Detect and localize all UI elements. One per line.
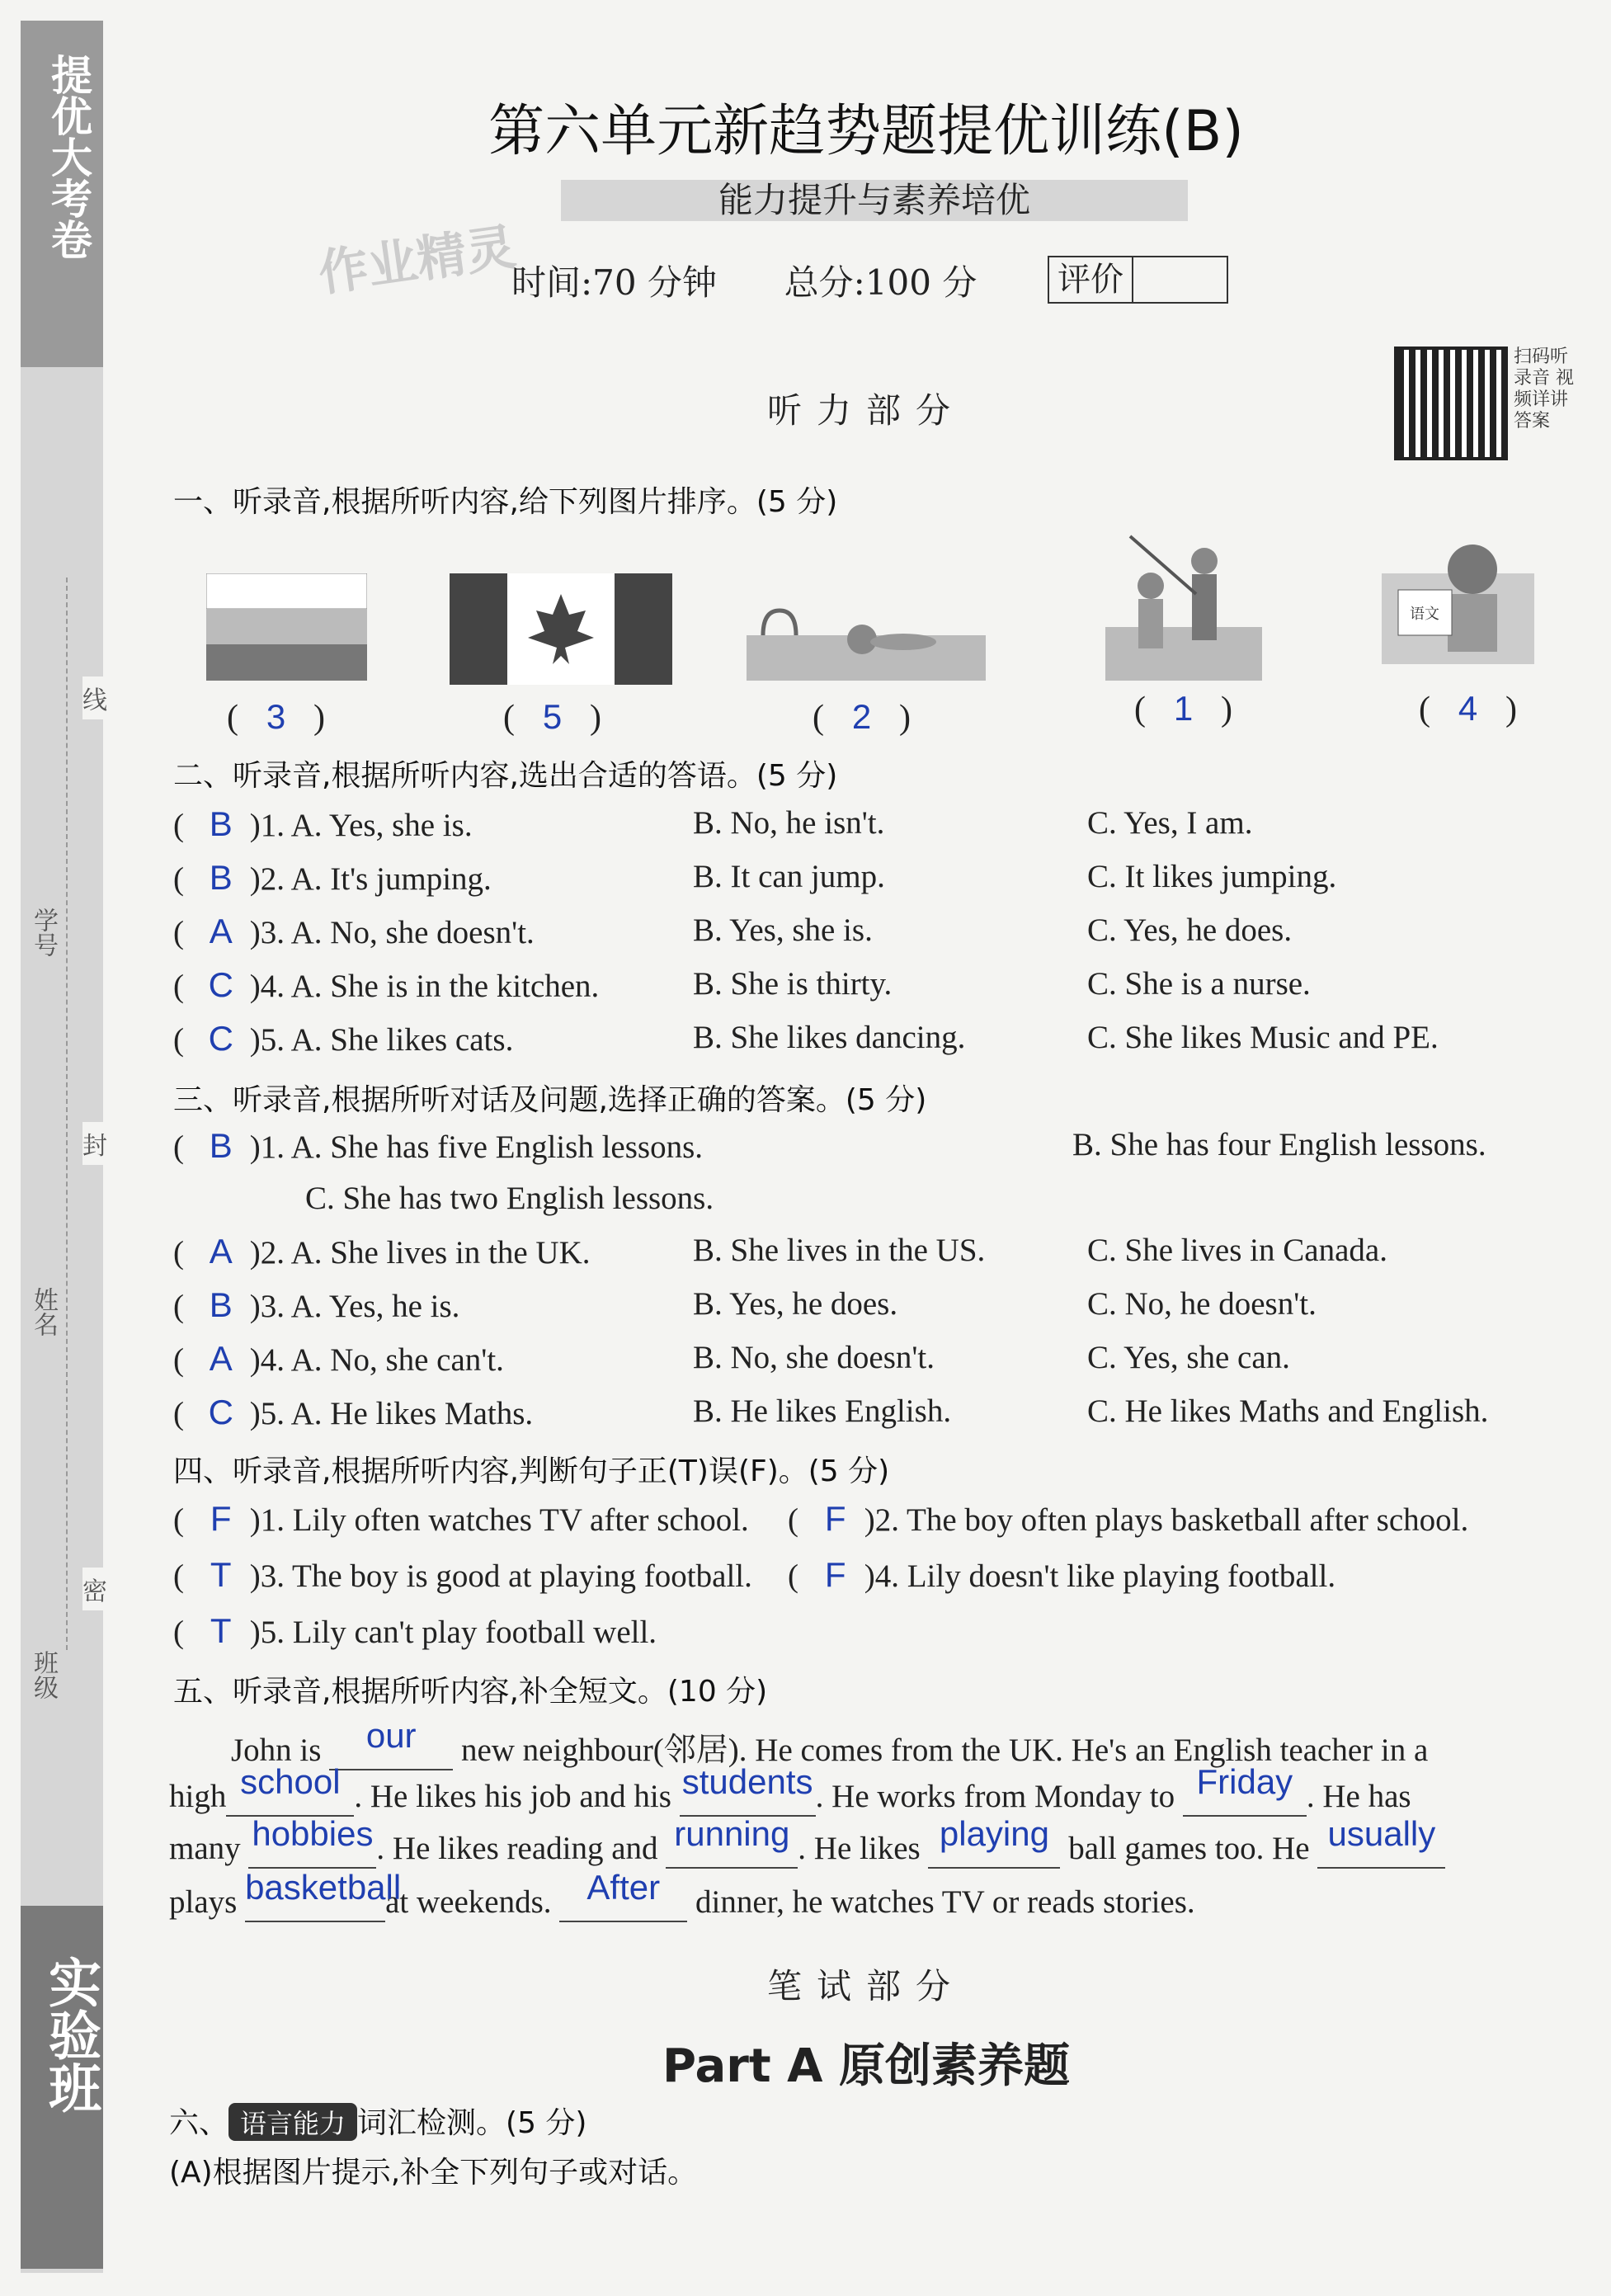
option-c: C. Yes, I am. [1087, 805, 1253, 841]
swimming-image [747, 602, 986, 685]
question-row: ( B )1. A. Yes, she is. [173, 804, 473, 843]
blank-2[interactable] [226, 1762, 354, 1817]
passage-text: many [169, 1831, 241, 1866]
q3-row-1: ( B )1. A. She has five English lessons. [173, 1126, 703, 1165]
option-b: B. Yes, he does. [693, 1286, 898, 1322]
fishing-image [1105, 528, 1262, 685]
option-a: A. He likes Maths. [290, 1396, 534, 1431]
written-section-title: 笔试部分 [766, 1966, 965, 2006]
blank-answer: usually [1327, 1814, 1436, 1853]
option-a: A. She likes cats. [290, 1022, 514, 1058]
option-c: C. Yes, he does. [1087, 912, 1293, 948]
question-number: )5. [249, 1396, 285, 1431]
question-number: )4. [249, 969, 285, 1004]
q4-item-5: ( T )5. Lily can't play football well. [173, 1611, 657, 1650]
q1-answer-5: ( 4 ) [1419, 689, 1517, 728]
q2-heading: 二、听录音,根据所听内容,选出合适的答语。(5 分) [173, 759, 838, 793]
option-b: B. She is thirty. [693, 966, 893, 1002]
passage-text: John is [231, 1733, 322, 1768]
passage-line-3 [169, 1814, 1445, 1869]
spine-top-text: 提优大考卷 [45, 54, 92, 260]
question-row: ( A )2. A. She lives in the UK. [173, 1232, 591, 1271]
q4-heading: 四、听录音,根据所听内容,判断句子正(T)误(F)。(5 分) [173, 1454, 890, 1488]
option-a: A. Yes, he is. [290, 1289, 460, 1324]
option-a: A. Yes, she is. [290, 808, 473, 843]
passage-line-4 [169, 1868, 1195, 1922]
tf-answer: T [210, 1611, 232, 1650]
q6-heading [169, 2100, 586, 2142]
q6-number: 六、 [169, 2106, 229, 2140]
answer-choice: A [209, 1339, 233, 1378]
q1-heading: 一、听录音,根据所听内容,给下列图片排序。(5 分) [173, 485, 838, 519]
option-b: B. She lives in the US. [693, 1233, 986, 1268]
part-a-title: Part A 原创素养题 [662, 2039, 1071, 2093]
option-c: C. She likes Music and PE. [1087, 1020, 1439, 1055]
q1-answer-value: 4 [1458, 689, 1478, 728]
tf-statement: )4. Lily doesn't like playing football. [864, 1558, 1336, 1594]
passage-text: . He likes his job and his [354, 1779, 671, 1814]
q1-answer-4: ( 1 ) [1134, 689, 1232, 728]
blank-7[interactable] [928, 1814, 1060, 1869]
cut-label-close: 密 [82, 1568, 107, 1610]
option-c: C. No, he doesn't. [1087, 1286, 1317, 1322]
question-row: ( C )4. A. She is in the kitchen. [173, 965, 600, 1004]
question-number: )2. [249, 1235, 285, 1271]
q1-answer-1: ( 3 ) [227, 697, 325, 737]
passage-text: ball games too. He [1068, 1831, 1310, 1866]
question-number: )1. [249, 808, 285, 843]
field-name: 姓名 [29, 1287, 58, 1337]
tf-statement: )1. Lily often watches TV after school. [249, 1502, 749, 1538]
passage-text: at weekends. [385, 1884, 552, 1920]
blank-8[interactable] [1317, 1814, 1445, 1869]
blank-3[interactable] [680, 1762, 816, 1817]
flag-uk-russia-image [206, 573, 367, 685]
option-c: C. She is a nurse. [1087, 966, 1311, 1002]
question-number: )5. [249, 1022, 285, 1058]
qr-caption: 扫码听录音 视频详讲答案 [1514, 347, 1574, 431]
option-a: A. It's jumping. [290, 861, 492, 897]
q1-answer-value: 5 [542, 697, 563, 736]
answer-choice: B [209, 1126, 233, 1165]
question-number: )2. [249, 861, 285, 897]
passage-text: plays [169, 1884, 238, 1920]
option-a: A. She has five English lessons. [290, 1129, 703, 1165]
passage-text: . He works from Monday to [815, 1779, 1175, 1814]
cut-label-line: 线 [82, 677, 107, 719]
q1-answer-value: 3 [266, 697, 286, 736]
passage-text: dinner, he watches TV or reads stories. [695, 1884, 1195, 1920]
evaluation-label: 评价 [1049, 257, 1133, 302]
q4-item-4: ( F )4. Lily doesn't like playing football. [788, 1555, 1336, 1594]
flag-canada-image [450, 573, 672, 689]
evaluation-box[interactable] [1048, 256, 1228, 304]
answer-choice: C [208, 1393, 233, 1431]
passage-text: new neighbour(邻居). He comes from the UK. He's an English teacher in a [460, 1733, 1429, 1768]
page-subtitle: 能力提升与素养培优 [561, 180, 1188, 221]
q4-item-1: ( F )1. Lily often watches TV after school. [173, 1499, 749, 1538]
blank-10[interactable] [559, 1868, 687, 1922]
question-row: ( A )4. A. No, she can't. [173, 1339, 504, 1378]
q6-tag: 语言能力 [228, 2103, 357, 2141]
blank-4[interactable] [1183, 1762, 1307, 1817]
question-number: )3. [249, 1289, 285, 1324]
q1-answer-value: 1 [1173, 689, 1194, 728]
blank-1[interactable] [329, 1716, 453, 1770]
answer-choice: A [209, 1232, 233, 1271]
reading-chinese-image [1382, 540, 1534, 668]
option-b: B. She has four English lessons. [1072, 1127, 1486, 1162]
spine-top-band [21, 21, 103, 367]
blank-answer: playing [939, 1814, 1049, 1853]
passage-text: high [169, 1779, 227, 1814]
q6-subheading: (A)根据图片提示,补全下列句子或对话。 [169, 2156, 698, 2190]
answer-choice: B [209, 1285, 233, 1324]
question-row: ( B )2. A. It's jumping. [173, 858, 492, 897]
tf-answer: F [210, 1499, 232, 1538]
listening-section-title: 听力部分 [766, 390, 965, 431]
tf-statement: )5. Lily can't play football well. [249, 1615, 657, 1650]
q3-heading: 三、听录音,根据所听对话及问题,选择正确的答案。(5 分) [173, 1083, 927, 1117]
q5-heading: 五、听录音,根据所听内容,补全短文。(10 分) [173, 1675, 768, 1709]
blank-answer: running [674, 1814, 790, 1853]
option-a: A. She lives in the UK. [290, 1235, 591, 1271]
score-text: 总分:100 分 [784, 262, 977, 303]
blank-answer: students [681, 1762, 813, 1801]
question-row: ( B )3. A. Yes, he is. [173, 1285, 460, 1324]
question-number: )1. [249, 1129, 285, 1165]
book-label: 语文 [1410, 606, 1439, 623]
answer-choice: B [209, 858, 233, 897]
option-b: B. No, he isn't. [693, 805, 885, 841]
time-text: 时间:70 分钟 [511, 262, 717, 303]
option-c: C. He likes Maths and English. [1087, 1393, 1489, 1429]
blank-answer: school [240, 1762, 341, 1801]
q1-answer-value: 2 [851, 697, 872, 736]
q4-item-3: ( T )3. The boy is good at playing football. [173, 1555, 752, 1594]
passage-line-2 [169, 1762, 1411, 1817]
blank-6[interactable] [666, 1814, 798, 1869]
tf-statement: )3. The boy is good at playing football. [249, 1558, 752, 1594]
q1-answer-2: ( 5 ) [503, 697, 601, 737]
tf-answer: F [824, 1499, 846, 1538]
answer-choice: A [209, 912, 233, 950]
option-b: B. Yes, she is. [693, 912, 873, 948]
page-title: 第六单元新趋势题提优训练(B) [488, 99, 1244, 164]
blank-answer: Friday [1196, 1762, 1293, 1801]
passage-text: . He has [1306, 1779, 1411, 1814]
binding-cut-line [66, 578, 68, 1650]
blank-answer: After [586, 1868, 661, 1907]
option-a: A. No, she doesn't. [290, 915, 535, 950]
question-row: ( C )5. A. He likes Maths. [173, 1393, 534, 1431]
option-a: A. She is in the kitchen. [290, 969, 600, 1004]
question-number: )3. [249, 915, 285, 950]
answer-choice: B [209, 804, 233, 843]
option-c: C. It likes jumping. [1087, 859, 1337, 894]
answer-choice: C [208, 965, 233, 1004]
option-a: A. No, she can't. [290, 1342, 504, 1378]
q1-answer-3: ( 2 ) [813, 697, 911, 737]
blank-answer: our [365, 1716, 417, 1755]
question-row: ( C )5. A. She likes cats. [173, 1019, 514, 1058]
option-c: C. She has two English lessons. [305, 1181, 714, 1216]
blank-5[interactable] [248, 1814, 376, 1869]
watermark: 作业精灵 [314, 218, 520, 304]
option-c: C. Yes, she can. [1087, 1340, 1290, 1375]
cut-label-seal: 封 [82, 1122, 107, 1165]
passage-text: . He likes [798, 1831, 921, 1866]
option-b: B. He likes English. [693, 1393, 952, 1429]
question-number: )4. [249, 1342, 285, 1378]
tf-statement: )2. The boy often plays basketball after school. [864, 1502, 1469, 1538]
question-row: ( A )3. A. No, she doesn't. [173, 912, 535, 950]
option-b: B. No, she doesn't. [693, 1340, 935, 1375]
q6-heading-text: 词汇检测。(5 分) [357, 2106, 587, 2140]
spine-bottom-text: 实验班 [40, 1955, 101, 2114]
blank-9[interactable] [245, 1868, 402, 1922]
blank-answer: basketball [245, 1868, 402, 1907]
option-c: C. She lives in Canada. [1087, 1233, 1387, 1268]
option-b: B. She likes dancing. [693, 1020, 966, 1055]
field-student-id: 学号 [29, 908, 58, 957]
tf-answer: F [824, 1555, 846, 1594]
q4-item-2: ( F )2. The boy often plays basketball after school. [788, 1499, 1469, 1538]
tf-answer: T [210, 1555, 232, 1594]
answer-choice: C [208, 1019, 233, 1058]
time-score-line [511, 256, 977, 305]
passage-text: . He likes reading and [376, 1831, 658, 1866]
option-b: B. It can jump. [693, 859, 885, 894]
blank-answer: hobbies [252, 1814, 374, 1853]
field-class: 班级 [29, 1650, 58, 1700]
